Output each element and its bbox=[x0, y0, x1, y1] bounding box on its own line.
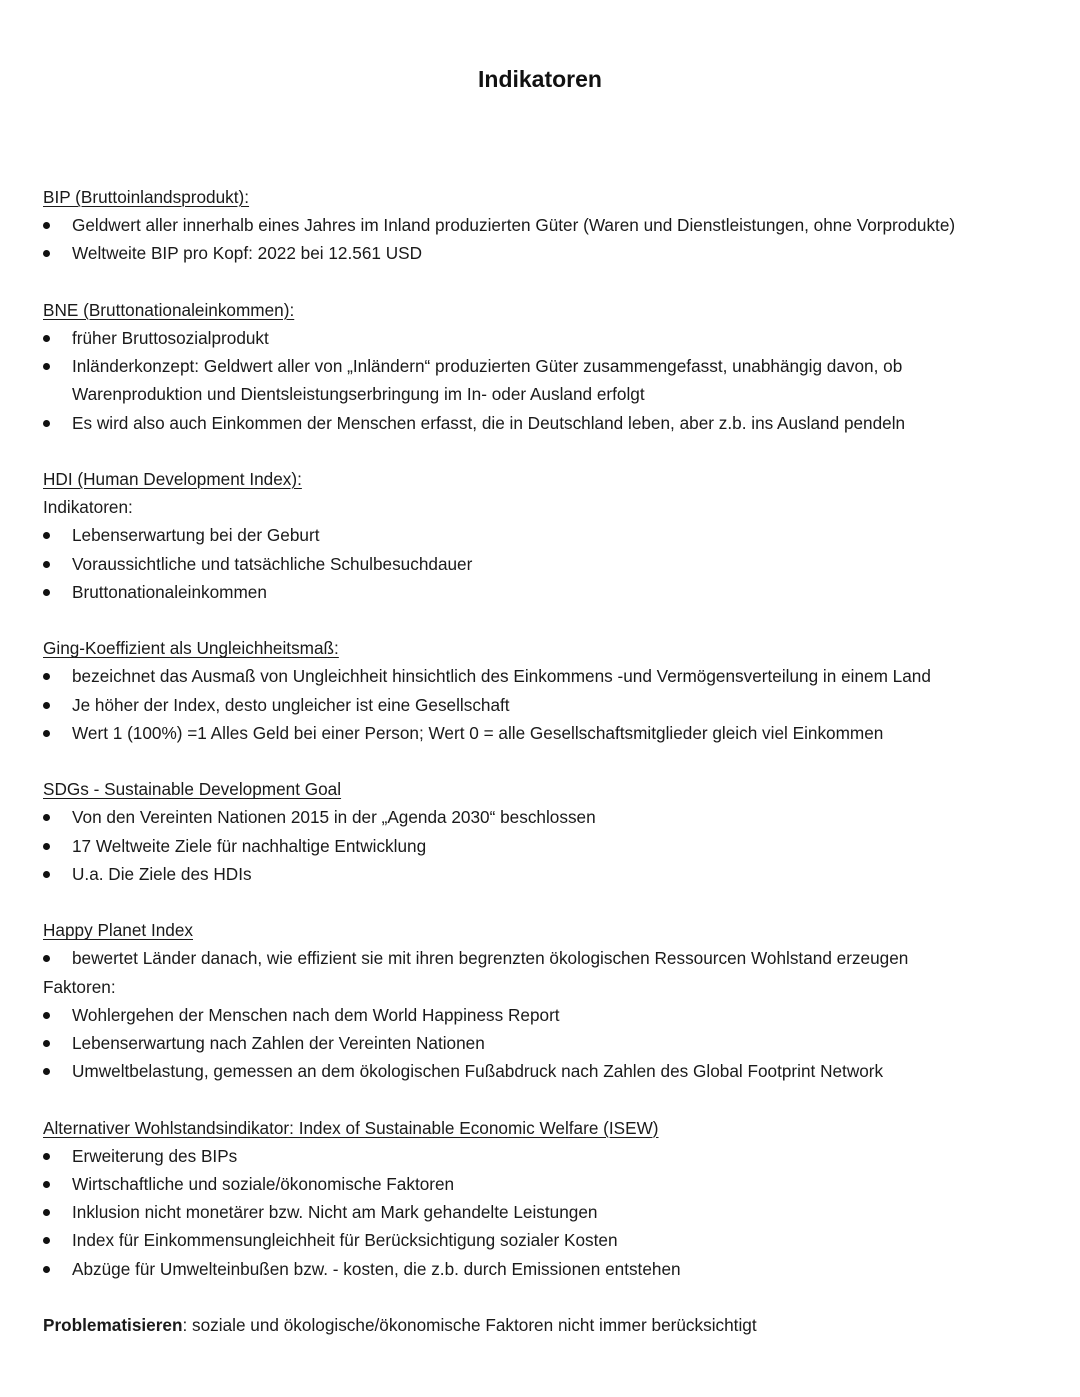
bullet-icon bbox=[43, 1266, 50, 1273]
section-sdgs bbox=[43, 775, 1043, 888]
list-item-text: Von den Vereinten Nationen 2015 in der „Agenda 2030“ beschlossen bbox=[72, 807, 596, 828]
section-heading: Ging-Koeffizient als Ungleichheitsmaß: bbox=[43, 638, 339, 659]
list-item bbox=[43, 521, 1043, 549]
section-bip bbox=[43, 183, 1043, 268]
list-item-text: Inklusion nicht monetärer bzw. Nicht am Mark gehandelte Leistungen bbox=[72, 1202, 598, 1223]
bullet-list bbox=[43, 662, 1043, 747]
bullet-list bbox=[43, 1142, 1043, 1283]
bullet-icon bbox=[43, 702, 50, 709]
bullet-list bbox=[43, 324, 1043, 437]
bullet-icon bbox=[43, 1068, 50, 1075]
closing-label: Problematisieren bbox=[43, 1315, 183, 1336]
list-item bbox=[43, 719, 1043, 747]
section-bne bbox=[43, 296, 1043, 437]
bullet-icon bbox=[43, 532, 50, 539]
list-item bbox=[43, 211, 1043, 239]
list-item-text: Wirtschaftliche und soziale/ökonomische Faktoren bbox=[72, 1174, 455, 1195]
bullet-list bbox=[43, 211, 1043, 267]
bullet-icon bbox=[43, 589, 50, 596]
list-item bbox=[43, 352, 1043, 408]
document-body bbox=[43, 183, 1043, 1339]
closing-text: : soziale und ökologische/ökonomische Faktoren nicht immer berücksichtigt bbox=[182, 1315, 757, 1336]
section-gini bbox=[43, 634, 1043, 747]
section-subheading: Faktoren: bbox=[43, 976, 116, 997]
list-item bbox=[43, 691, 1043, 719]
list-item-text: Wert 1 (100%) =1 Alles Geld bei einer Person; Wert 0 = alle Gesellschaftsmitglieder gleich viel Einkommen bbox=[72, 722, 884, 743]
bullet-list bbox=[43, 1001, 1043, 1086]
list-item bbox=[43, 1255, 1043, 1283]
list-item bbox=[43, 324, 1043, 352]
list-item-text: Index für Einkommensungleichheit für Berücksichtigung sozialer Kosten bbox=[72, 1230, 618, 1251]
bullet-icon bbox=[43, 1040, 50, 1047]
list-item bbox=[43, 803, 1043, 831]
page-title: Indikatoren bbox=[478, 66, 602, 92]
list-item bbox=[43, 1029, 1043, 1057]
section-subheading: Indikatoren: bbox=[43, 497, 133, 518]
bullet-icon bbox=[43, 673, 50, 680]
list-item bbox=[43, 1057, 1043, 1085]
list-item-text: Abzüge für Umwelteinbußen bzw. - kosten, die z.b. durch Emissionen entstehen bbox=[72, 1258, 681, 1279]
section-isew bbox=[43, 1114, 1043, 1283]
section-heading: Happy Planet Index bbox=[43, 920, 194, 941]
list-item-text: Erweiterung des BIPs bbox=[72, 1145, 238, 1166]
bullet-icon bbox=[43, 871, 50, 878]
list-item-text: Umweltbelastung, gemessen an dem ökologischen Fußabdruck nach Zahlen des Global Footprint Network bbox=[72, 1061, 884, 1082]
bullet-list bbox=[43, 944, 1043, 972]
section-heading: Alternativer Wohlstandsindikator: Index of Sustainable Economic Welfare (ISEW) bbox=[43, 1117, 659, 1138]
list-item-text: Voraussichtliche und tatsächliche Schulbesuchdauer bbox=[72, 553, 473, 574]
list-item-text: Bruttonationaleinkommen bbox=[72, 581, 267, 602]
list-item bbox=[43, 1226, 1043, 1254]
list-item bbox=[43, 860, 1043, 888]
list-item-text: Es wird also auch Einkommen der Menschen erfasst, die in Deutschland leben, aber z.b. ins Ausland pendeln bbox=[72, 412, 906, 433]
list-item-text: Je höher der Index, desto ungleicher ist eine Gesellschaft bbox=[72, 694, 510, 715]
bullet-icon bbox=[43, 222, 50, 229]
bullet-icon bbox=[43, 1237, 50, 1244]
bullet-icon bbox=[43, 420, 50, 427]
bullet-icon bbox=[43, 363, 50, 370]
bullet-icon bbox=[43, 335, 50, 342]
list-item bbox=[43, 662, 1043, 690]
list-item bbox=[43, 1170, 1043, 1198]
bullet-icon bbox=[43, 1209, 50, 1216]
list-item bbox=[43, 1001, 1043, 1029]
section-hdi bbox=[43, 465, 1043, 606]
list-item-text: Geldwert aller innerhalb eines Jahres im Inland produzierten Güter (Waren und Dienstleistungen, ohne Vorprodukte) bbox=[72, 215, 956, 236]
list-item bbox=[43, 578, 1043, 606]
list-item-text: früher Bruttosozialprodukt bbox=[72, 328, 269, 348]
list-item bbox=[43, 409, 1043, 437]
bullet-icon bbox=[43, 730, 50, 737]
list-item-text: Inländerkonzept: Geldwert aller von „Inländern“ produzierten Güter zusammengefasst, unabhängig davon, ob Warenproduktion und Dientsleistungserbringung im In- oder Ausland erfolgt bbox=[72, 356, 903, 405]
section-happy-planet-index bbox=[43, 916, 1043, 1085]
bullet-list bbox=[43, 521, 1043, 606]
section-heading: SDGs - Sustainable Development Goal bbox=[43, 779, 342, 800]
list-item-text: bezeichnet das Ausmaß von Ungleichheit hinsichtlich des Einkommens -und Vermögensverteilung in einem Land bbox=[72, 666, 931, 687]
list-item-text: Lebenserwartung nach Zahlen der Vereinten Nationen bbox=[72, 1033, 485, 1054]
list-item bbox=[43, 550, 1043, 578]
section-heading: BIP (Bruttoinlandsprodukt): bbox=[43, 187, 250, 207]
bullet-icon bbox=[43, 250, 50, 257]
list-item-text: U.a. Die Ziele des HDIs bbox=[72, 863, 252, 884]
list-item-text: Wohlergehen der Menschen nach dem World Happiness Report bbox=[72, 1004, 560, 1025]
list-item bbox=[43, 832, 1043, 860]
list-item bbox=[43, 239, 1043, 267]
closing-statement bbox=[43, 1311, 1043, 1339]
bullet-icon bbox=[43, 955, 50, 962]
section-heading: BNE (Bruttonationaleinkommen): bbox=[43, 299, 295, 320]
list-item bbox=[43, 944, 1043, 972]
bullet-icon bbox=[43, 1181, 50, 1188]
bullet-icon bbox=[43, 814, 50, 821]
list-item-text: Lebenserwartung bei der Geburt bbox=[72, 525, 320, 546]
bullet-icon bbox=[43, 1012, 50, 1019]
bullet-list bbox=[43, 803, 1043, 888]
list-item bbox=[43, 1142, 1043, 1170]
list-item-text: 17 Weltweite Ziele für nachhaltige Entwicklung bbox=[72, 835, 427, 856]
bullet-icon bbox=[43, 1153, 50, 1160]
bullet-icon bbox=[43, 843, 50, 850]
list-item-text: Weltweite BIP pro Kopf: 2022 bei 12.561 USD bbox=[72, 243, 423, 264]
section-heading: HDI (Human Development Index): bbox=[43, 469, 302, 489]
list-item bbox=[43, 1198, 1043, 1226]
bullet-icon bbox=[43, 561, 50, 568]
list-item-text: bewertet Länder danach, wie effizient sie mit ihren begrenzten ökologischen Ressourcen Wohlstand erzeugen bbox=[72, 948, 909, 969]
